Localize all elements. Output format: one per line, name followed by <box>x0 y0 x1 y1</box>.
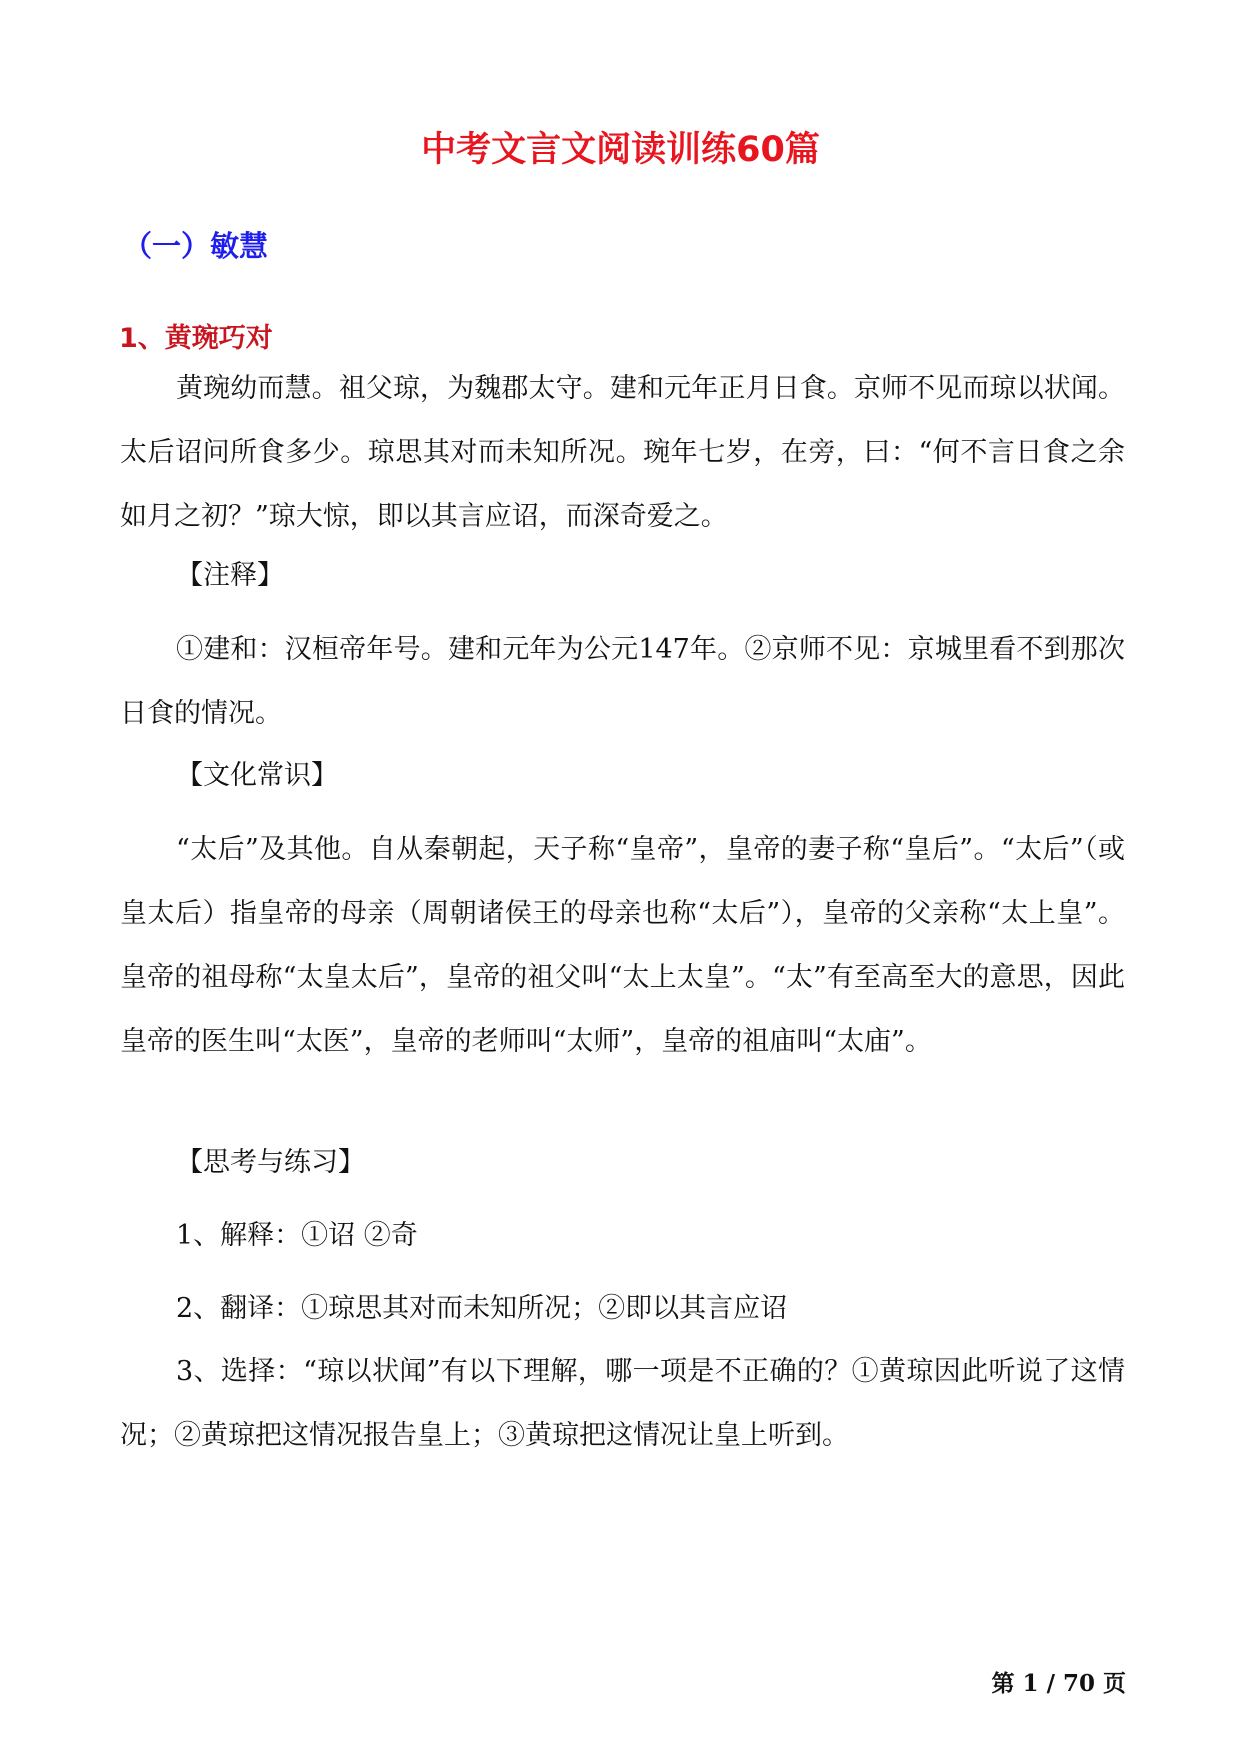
document-title: 中考文言文阅读训练60篇 <box>421 130 820 170</box>
question-3: 3、选择：“琼以状闻”有以下理解，哪一项是不正确的？①黄琼因此听说了这情况；②黄琼把这情况报告皇上；③黄琼把这情况让皇上听到。 <box>120 1356 1125 1451</box>
article-heading: 1、黄琬巧对 <box>119 323 273 354</box>
exercise-label: 【思考与练习】 <box>176 1147 365 1178</box>
notes-text: ①建和：汉桓帝年号。建和元年为公元147年。②京师不见：京城里看不到那次日食的情况。 <box>120 634 1125 729</box>
question-2: 2、翻译：①琼思其对而未知所况；②即以其言应诏 <box>176 1293 788 1324</box>
passage-text: 黄琬幼而慧。祖父琼，为魏郡太守。建和元年正月日食。京师不见而琼以状闻。太后诏问所食多少。琼思其对而未知所况。琬年七岁，在旁，曰：“何不言日食之余如月之初？”琼大惊，即以其言应诏，而深奇爱之。 <box>120 373 1125 532</box>
notes-label: 【注释】 <box>176 560 284 591</box>
culture-text: “太后”及其他。自从秦朝起，天子称“皇帝”，皇帝的妻子称“皇后”。“太后”（或皇太后）指皇帝的母亲（周朝诸侯王的母亲也称“太后”），皇帝的父亲称“太上皇”。皇帝的祖母称“太皇太后”，皇帝的祖父叫“太上太皇”。“太”有至高至大的意思，因此皇帝的医生叫“太医”，皇帝的老师叫“太师”，皇帝的祖庙叫“太庙”。 <box>120 834 1125 1057</box>
page-number: 第 1 / 70 页 <box>991 1670 1126 1697</box>
question-1: 1、解释：①诏 ②奇 <box>176 1220 418 1251</box>
section-heading: （一）敏慧 <box>123 229 269 263</box>
culture-label: 【文化常识】 <box>176 760 338 791</box>
